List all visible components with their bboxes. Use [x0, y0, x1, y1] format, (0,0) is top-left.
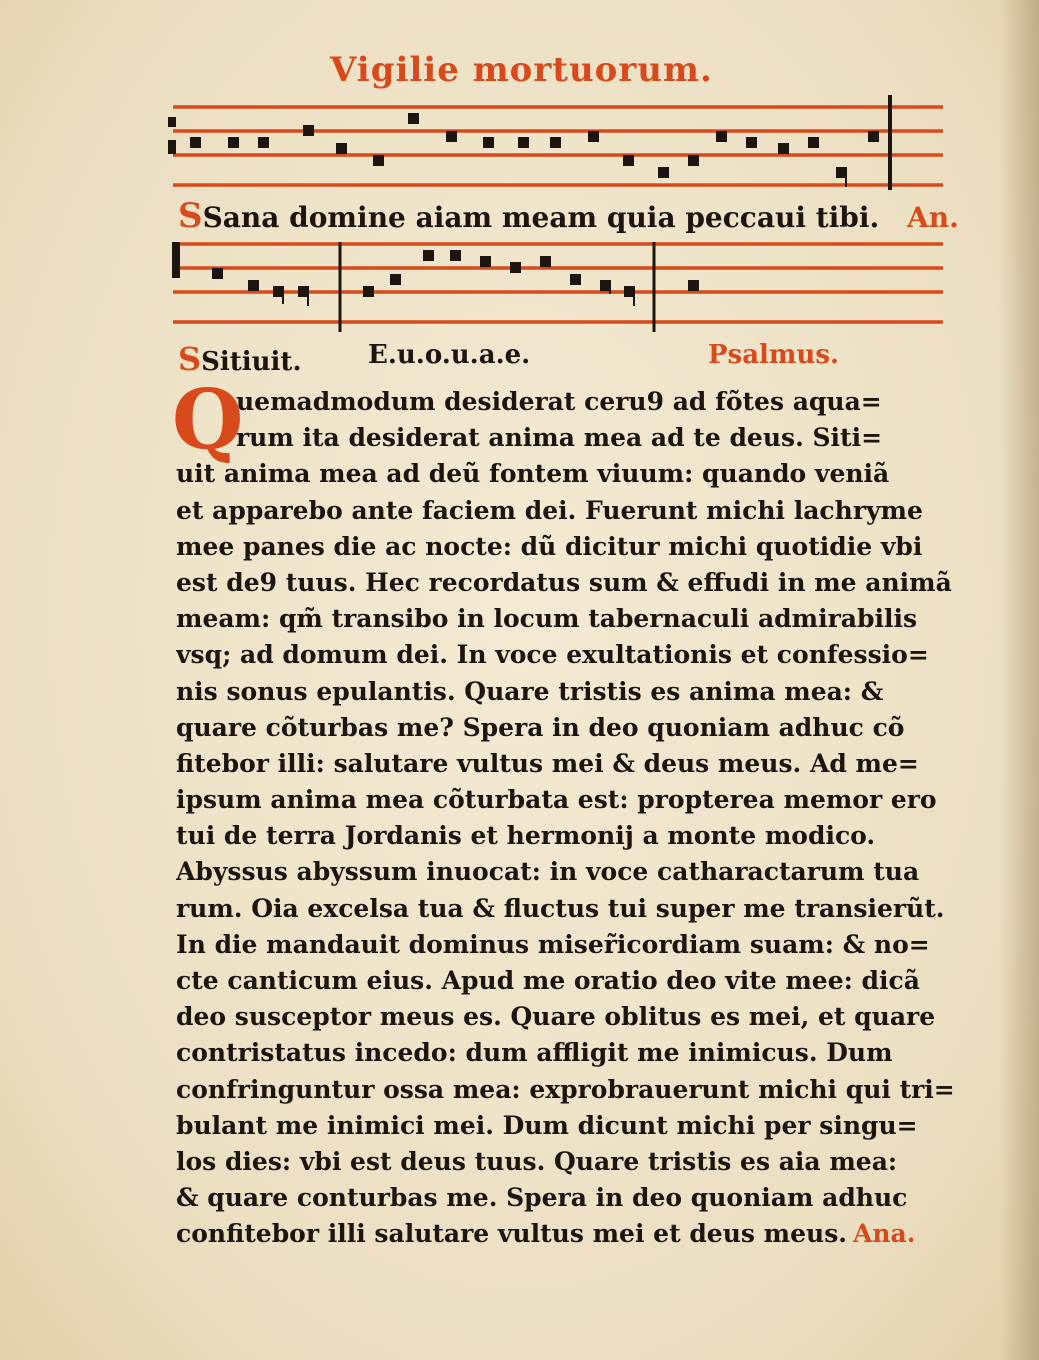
closing-antiphon-rubric: Ana. [852, 1219, 916, 1249]
psalm-line: los dies: vbi est deus tuus. Quare tristis es aia mea: [176, 1146, 898, 1176]
psalm-line: uemadmodum desiderat ceru9 ad fõtes aqua= [236, 387, 882, 416]
neume-note [212, 268, 223, 279]
neume-note [258, 137, 269, 148]
neume-note [868, 131, 879, 142]
psalm-line: fitebor illi: salutare vultus mei & deus meus. Ad me= [176, 748, 919, 778]
neume-note [446, 131, 457, 142]
chant-text-line-2 [178, 340, 878, 378]
neume-note [483, 137, 494, 148]
euouae-cadence: E.u.o.u.a.e. [368, 340, 531, 370]
neume-note [408, 113, 419, 124]
psalm-line: confitebor illi salutare vultus mei et deus meus. Ana. [176, 1219, 916, 1249]
neume-note [190, 137, 201, 148]
chant-staff-2 [168, 232, 948, 342]
chant-staff-1 [168, 95, 948, 205]
sitiuit-incipit: SSitiuit. [178, 340, 302, 378]
neume-note [336, 143, 347, 154]
psalm-line: rum. Oia excelsa tua & fluctus tui super me transierũt. [176, 893, 945, 923]
neume-note [228, 137, 239, 148]
chant-line1-text: Sana domine aiam meam quia peccaui tibi. [202, 201, 880, 234]
psalm-line: confringuntur ossa mea: exprobrauerunt michi qui tri= [176, 1074, 955, 1104]
neume-note [688, 155, 699, 166]
neume-note [550, 137, 561, 148]
neume-note [450, 250, 461, 261]
psalm-line: est de9 tuus. Hec recordatus sum & effudi in me animã [176, 567, 952, 597]
psalm-line: In die mandauit dominus miser̃icordiam suam: & no= [176, 929, 930, 959]
chant-initial-s: S [178, 196, 203, 236]
psalm-line: contristatus incedo: dum affligit me inimicus. Dum [176, 1038, 893, 1068]
psalm-line: meam: qm̃ transibo in locum tabernaculi admirabilis [176, 604, 918, 634]
psalm-line: bulant me inimici mei. Dum dicunt michi per singu= [176, 1110, 918, 1140]
running-head: Vigilie mortuorum. [330, 50, 713, 90]
psalm-line: rum ita desiderat anima mea ad te deus. Siti= [236, 423, 883, 453]
page-edge-shadow [999, 0, 1039, 1360]
psalm-line: Abyssus abyssum inuocat: in voce catharactarum tua [176, 857, 920, 887]
neume-note [540, 256, 551, 267]
chant-text-line-1 [178, 196, 959, 236]
psalm-text [176, 384, 966, 1253]
neume-note [808, 137, 819, 148]
psalm-line: nis sonus epulantis. Quare tristis es anima mea: & [176, 676, 884, 706]
psalm-drop-initial: Q [172, 372, 244, 468]
psalm-line: tui de terra Jordanis et hermonij a monte modico. [176, 821, 876, 851]
psalm-line: ipsum anima mea cõturbata est: propterea memor ero [176, 785, 937, 815]
neume-note [570, 274, 581, 285]
neume-note [778, 143, 789, 154]
neume-note [716, 131, 727, 142]
psalm-line: cte canticum eius. Apud me oratio deo vite mee: dicã [176, 966, 920, 995]
antiphon-rubric: An. [907, 201, 959, 234]
neume-note [303, 125, 314, 136]
psalm-line: deo susceptor meus es. Quare oblitus es mei, et quare [176, 1002, 936, 1032]
neume-note [658, 167, 669, 178]
neume-note [518, 137, 529, 148]
neume-note [480, 256, 491, 267]
neume-note [423, 250, 434, 261]
neume-note [510, 262, 521, 273]
neume-note [373, 155, 384, 166]
neume-note [688, 280, 699, 291]
neume-note [623, 155, 634, 166]
neume-note [588, 131, 599, 142]
psalm-line: & quare conturbas me. Spera in deo quoniam adhuc [176, 1183, 908, 1213]
psalm-line: uit anima mea ad deũ fontem viuum: quando veniã [176, 459, 890, 489]
psalmus-rubric: Psalmus. [708, 340, 840, 370]
psalm-line: et apparebo ante faciem dei. Fuerunt michi lachryme [176, 495, 923, 525]
psalm-line: mee panes die ac nocte: dũ dicitur michi quotidie vbi [176, 531, 923, 561]
neume-note [363, 286, 374, 297]
neume-note [390, 274, 401, 285]
psalm-line: vsq; ad domum dei. In voce exultationis et confessio= [176, 640, 929, 670]
neume-note [248, 280, 259, 291]
neume-note [746, 137, 757, 148]
psalm-line: quare cõturbas me? Spera in deo quoniam adhuc cõ [176, 712, 905, 742]
